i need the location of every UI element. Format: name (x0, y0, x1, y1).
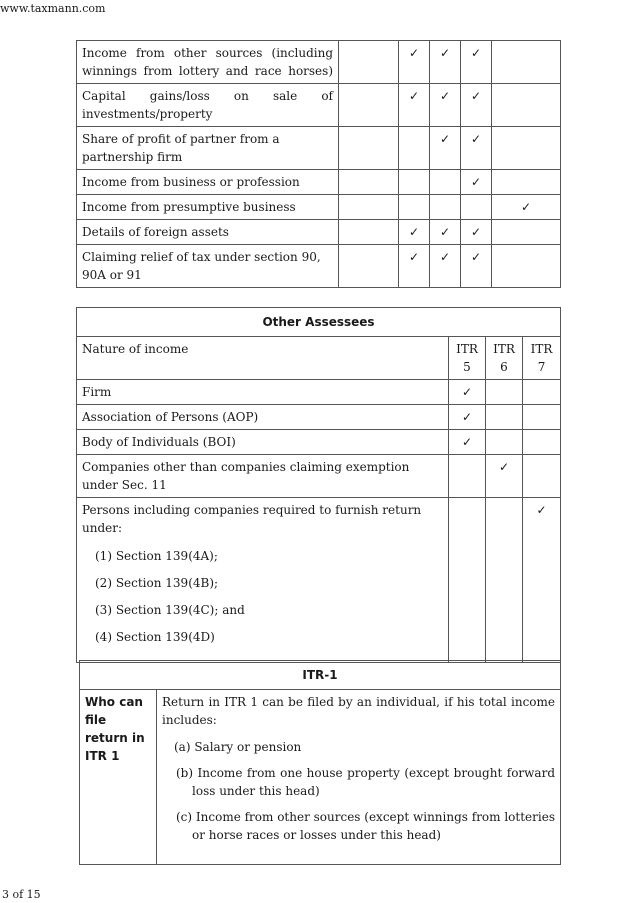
check-icon: ✓ (430, 84, 461, 127)
check-icon: ✓ (399, 245, 430, 288)
check-icon: ✓ (430, 220, 461, 245)
column-header: ITR 7 (523, 337, 561, 380)
check-icon: ✓ (449, 430, 486, 455)
check-icon (492, 220, 561, 245)
check-icon (486, 498, 523, 663)
check-icon: ✓ (399, 84, 430, 127)
table-title: ITR-1 (80, 661, 561, 690)
row-label: Income from presumptive business (77, 195, 339, 220)
row-label: Details of foreign assets (77, 220, 339, 245)
check-icon (399, 195, 430, 220)
check-icon (492, 127, 561, 170)
check-icon: ✓ (461, 127, 492, 170)
table-row (77, 405, 561, 430)
table-row (77, 245, 561, 288)
itr-applicability-table (76, 40, 561, 288)
row-label-cell (77, 498, 449, 663)
check-icon (486, 430, 523, 455)
check-icon: ✓ (523, 498, 561, 663)
check-icon (430, 170, 461, 195)
check-icon: ✓ (399, 41, 430, 84)
table-header-row (77, 337, 561, 380)
table-row (77, 380, 561, 405)
row-label: Capital gains/loss on sale of investments/property (77, 84, 339, 127)
itr1-eligibility-cell (157, 690, 561, 865)
table-row (77, 41, 561, 84)
check-icon (492, 84, 561, 127)
check-icon (523, 455, 561, 498)
table-row (77, 127, 561, 170)
site-header: www.taxmann.com (0, 2, 106, 15)
check-icon (399, 127, 430, 170)
column-header: ITR 6 (486, 337, 523, 380)
list-item: (1) Section 139(4A); (95, 549, 218, 563)
empty-cell (339, 220, 399, 245)
check-icon: ✓ (399, 220, 430, 245)
check-icon: ✓ (430, 127, 461, 170)
check-icon: ✓ (461, 220, 492, 245)
column-header: ITR 5 (449, 337, 486, 380)
check-icon: ✓ (430, 245, 461, 288)
empty-cell (339, 41, 399, 84)
empty-cell (339, 245, 399, 288)
who-can-file-label: Who can file return in ITR 1 (80, 690, 157, 865)
check-icon (449, 455, 486, 498)
empty-cell (339, 170, 399, 195)
row-label: Firm (77, 380, 449, 405)
list-item: (a) Salary or pension (174, 740, 302, 754)
page-number: 3 of 15 (2, 888, 41, 901)
check-icon (461, 195, 492, 220)
row-label: Income from other sources (including winnings from lottery and race horses) (77, 41, 339, 84)
check-icon (523, 430, 561, 455)
table-row (77, 195, 561, 220)
check-icon: ✓ (486, 455, 523, 498)
check-icon (449, 498, 486, 663)
list-item: (b) Income from one house property (except brought forward loss under this head) (176, 766, 556, 798)
check-icon: ✓ (461, 41, 492, 84)
check-icon: ✓ (492, 195, 561, 220)
check-icon: ✓ (449, 405, 486, 430)
column-header: Nature of income (77, 337, 449, 380)
empty-cell (339, 127, 399, 170)
itr1-table (79, 660, 561, 865)
table-row (77, 455, 561, 498)
table-row (77, 498, 561, 663)
check-icon: ✓ (430, 41, 461, 84)
check-icon (486, 405, 523, 430)
check-icon (492, 245, 561, 288)
table-row (77, 430, 561, 455)
row-label: Association of Persons (AOP) (77, 405, 449, 430)
check-icon: ✓ (461, 245, 492, 288)
other-assessees-table (76, 307, 561, 663)
list-item: (3) Section 139(4C); and (95, 603, 245, 617)
row-label: Claiming relief of tax under section 90, 90A or 91 (77, 245, 339, 288)
check-icon (492, 170, 561, 195)
check-icon (523, 380, 561, 405)
check-icon: ✓ (461, 170, 492, 195)
row-label: Income from business or profession (77, 170, 339, 195)
check-icon (399, 170, 430, 195)
check-icon: ✓ (449, 380, 486, 405)
list-item: (4) Section 139(4D) (95, 630, 215, 644)
list-item: (2) Section 139(4B); (95, 576, 219, 590)
check-icon (492, 41, 561, 84)
empty-cell (339, 195, 399, 220)
check-icon: ✓ (461, 84, 492, 127)
table-row (77, 220, 561, 245)
row-label: Companies other than companies claiming exemption under Sec. 11 (77, 455, 449, 498)
check-icon (486, 380, 523, 405)
row-label: Share of profit of partner from a partnership firm (77, 127, 339, 170)
empty-cell (339, 84, 399, 127)
table-row (77, 84, 561, 127)
check-icon (430, 195, 461, 220)
check-icon (523, 405, 561, 430)
table-title: Other Assessees (77, 308, 561, 337)
row-label: Persons including companies required to furnish return under: (82, 503, 422, 535)
list-item: (c) Income from other sources (except winnings from lotteries or horse races or losses under this head) (176, 810, 555, 842)
table-row (80, 690, 561, 865)
eligibility-intro: Return in ITR 1 can be filed by an individual, if his total income includes: (162, 695, 556, 727)
row-label: Body of Individuals (BOI) (77, 430, 449, 455)
table-row (77, 170, 561, 195)
